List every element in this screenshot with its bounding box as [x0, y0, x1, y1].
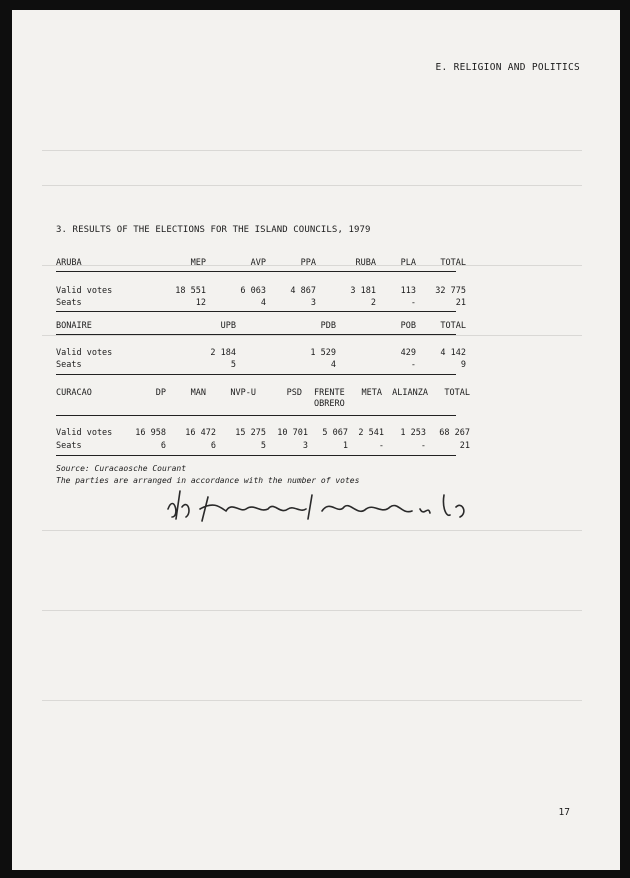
row-label: Seats: [56, 441, 82, 451]
column-header: FRENTE: [314, 388, 345, 398]
table-cell: 2: [370, 298, 376, 308]
table-cell: 3: [310, 298, 316, 308]
rule: [56, 334, 456, 335]
table-cell: 12: [195, 298, 206, 308]
section-header: E. RELIGION AND POLITICS: [435, 62, 580, 73]
row-label: Valid votes: [56, 286, 113, 296]
table-cell: 16 958: [135, 428, 166, 438]
table-cell: 1: [342, 441, 348, 451]
table-cell: 16 472: [185, 428, 216, 438]
footnote: The parties are arranged in accordance with the number of votes: [56, 476, 360, 485]
table-cell: 2 541: [358, 428, 384, 438]
table-cell: 4 867: [290, 286, 316, 296]
table-cell: 18 551: [175, 286, 206, 296]
column-header: DP: [155, 388, 166, 398]
rule: [56, 374, 456, 375]
table-cell: 21: [459, 441, 470, 451]
column-header: UPB: [220, 321, 236, 331]
table-cell: 3 181: [350, 286, 376, 296]
handwritten-signature: [162, 487, 482, 527]
table-cell: 5: [260, 441, 266, 451]
column-header: RUBA: [355, 258, 376, 268]
column-header-line2: OBRERO: [314, 399, 345, 409]
island-label: ARUBA: [56, 258, 82, 268]
column-header: MEP: [190, 258, 206, 268]
column-header: TOTAL: [440, 321, 466, 331]
island-label: CURACAO: [56, 388, 92, 398]
column-header: TOTAL: [440, 258, 466, 268]
table-cell: -: [410, 360, 416, 370]
table-cell: 32 775: [435, 286, 466, 296]
column-header: PPA: [300, 258, 316, 268]
column-header: ALIANZA: [392, 388, 428, 398]
table-title: 3. RESULTS OF THE ELECTIONS FOR THE ISLAND COUNCILS, 1979: [56, 225, 371, 235]
table-cell: 2 184: [210, 348, 236, 358]
bonaire-block: [56, 318, 476, 378]
table-cell: 5 067: [322, 428, 348, 438]
row-label: Valid votes: [56, 348, 113, 358]
table-cell: -: [410, 298, 416, 308]
table-cell: 5: [230, 360, 236, 370]
table-cell: 6 063: [240, 286, 266, 296]
column-header: MAN: [190, 388, 206, 398]
document-page: [12, 10, 620, 870]
column-header: TOTAL: [444, 388, 470, 398]
table-cell: 4 142: [440, 348, 466, 358]
column-header: PSD: [286, 388, 302, 398]
island-label: BONAIRE: [56, 321, 92, 331]
row-label: Valid votes: [56, 428, 113, 438]
rule: [56, 271, 456, 272]
table-cell: 68 267: [439, 428, 470, 438]
table-cell: 4: [330, 360, 336, 370]
column-header: PLA: [400, 258, 416, 268]
table-cell: 21: [455, 298, 466, 308]
table-cell: 1 529: [310, 348, 336, 358]
table-cell: 429: [400, 348, 416, 358]
rule: [56, 415, 456, 416]
row-label: Seats: [56, 360, 82, 370]
table-cell: 3: [302, 441, 308, 451]
column-header: AVP: [250, 258, 266, 268]
table-cell: 10 701: [277, 428, 308, 438]
rule: [56, 455, 456, 456]
rule: [56, 311, 456, 312]
page-number: 17: [558, 807, 570, 818]
column-header: PDB: [320, 321, 336, 331]
column-header: NVP-U: [230, 388, 256, 398]
table-cell: 6: [160, 441, 166, 451]
aruba-block: [56, 255, 476, 315]
source-note: Source: Curacaosche Courant: [56, 464, 187, 473]
table-cell: 113: [400, 286, 416, 296]
table-cell: 9: [460, 360, 466, 370]
row-label: Seats: [56, 298, 82, 308]
table-cell: 15 275: [235, 428, 266, 438]
curacao-block: [56, 385, 476, 455]
table-cell: 6: [210, 441, 216, 451]
table-cell: -: [378, 441, 384, 451]
table-cell: -: [420, 441, 426, 451]
column-header: POB: [400, 321, 416, 331]
table-cell: 1 253: [400, 428, 426, 438]
column-header: META: [361, 388, 382, 398]
table-cell: 4: [260, 298, 266, 308]
